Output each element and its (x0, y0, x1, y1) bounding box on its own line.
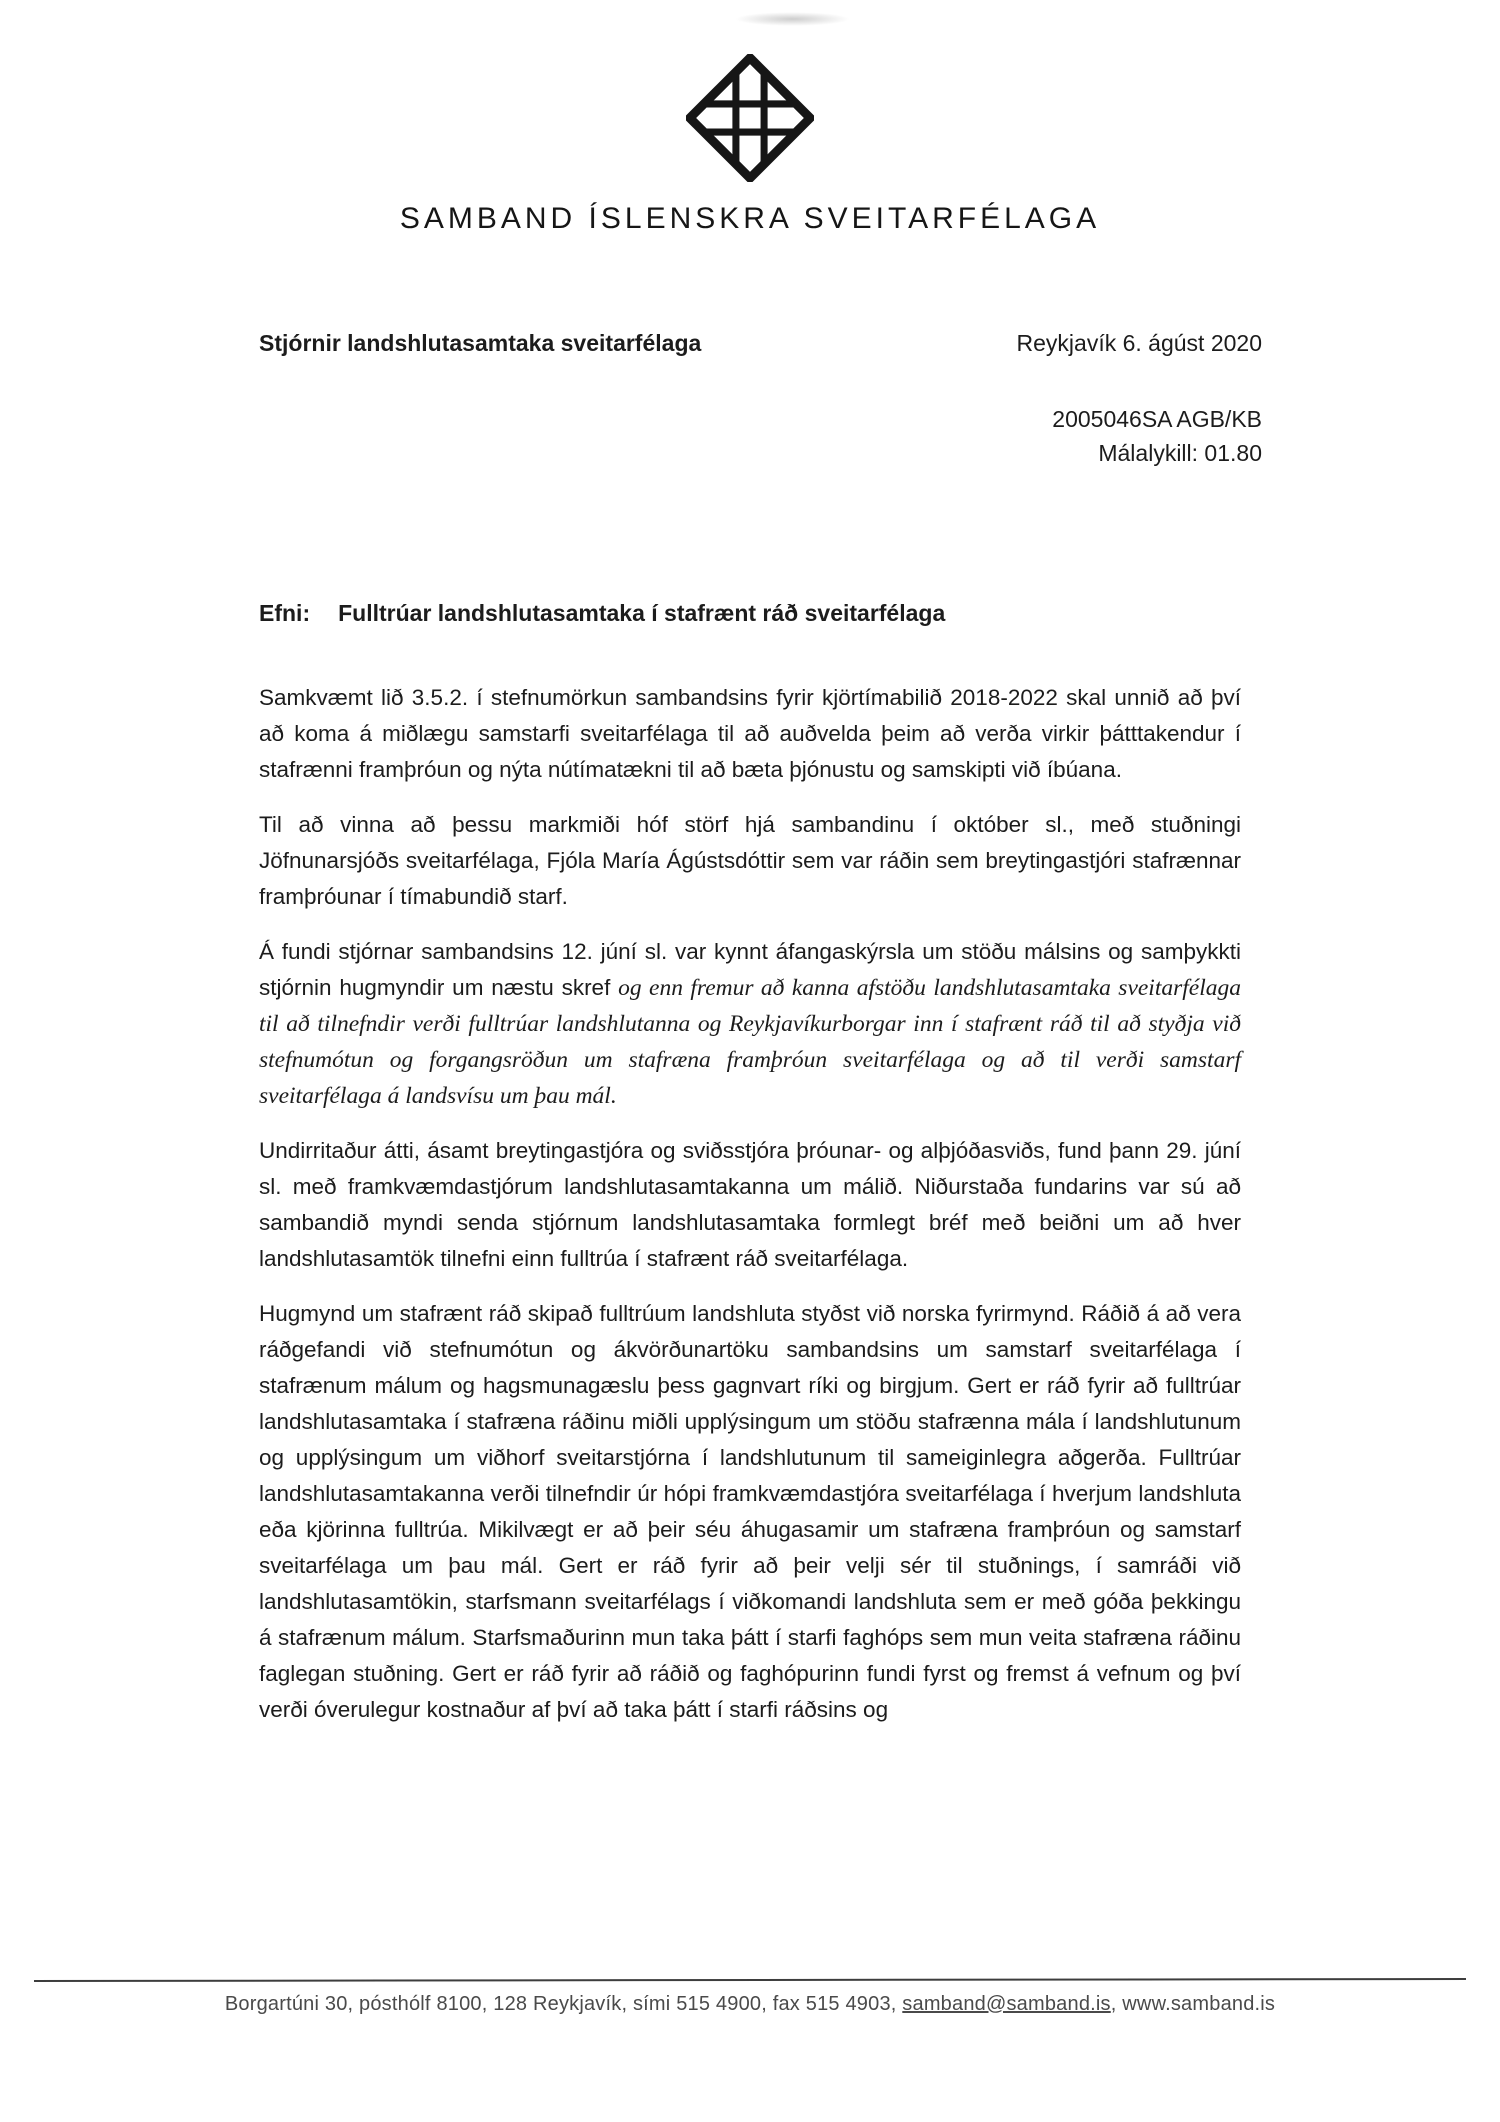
paragraph-3-normal: Á fundi stjórnar sambandsins 12. júní sl. var kynnt áfangaskýrsla um stöðu málsins og samþykkti stjórnin hugmyndir um næstu skref (259, 939, 1241, 1000)
paragraph-5: Hugmynd um stafrænt ráð skipað fulltrúum landshluta styðst við norska fyrirmynd. Ráðið á að vera ráðgefandi við stefnumótun og ákvörðunartöku sambandsins um samstarf sveitarfélaga í stafrænum málum og hagsmunagæslu þess gagnvart ríki og birgjum. Gert er ráð fyrir að fulltrúar landshlutasamtaka í stafræna ráðinu miðli upplýsingum um stöðu stafrænna mála í landshlutunum og upplýsingum um viðhorf sveitarstjórna í landshlutunum til sameiginlegra aðgerða. Fulltrúar landshlutasamtakanna verði tilnefndir úr hópi framkvæmdastjóra sveitarfélaga í hverjum landshluta eða kjörinna fulltrúa. Mikilvægt er að þeir séu áhugasamir um stafræna framþróun og samstarf sveitarfélaga um þau mál. Gert er ráð fyrir að þeir velji sér til stuðnings, í samráði við landshlutasamtökin, starfsmann sveitarfélags í viðkomandi landshluta sem er með góða þekkingu á stafrænum málum. Starfsmaðurinn mun taka þátt í starfi faghóps sem mun veita stafræna ráðinu faglegan stuðning. Gert er ráð fyrir að ráðið og faghópurinn fundi fyrst og fremst á vefnum og því verði óverulegur kostnaður af því að taka þátt í starfi ráðsins og (259, 1301, 1241, 1722)
paragraph-2: Til að vinna að þessu markmiði hóf störf hjá sambandinu í október sl., með stuðningi Jöfnunarsjóðs sveitarfélaga, Fjóla María Ágústsdóttir sem var ráðin sem breytingastjóri stafrænnar framþróunar í tímabundið starf. (259, 812, 1241, 909)
reference-number: 2005046SA AGB/KB (1052, 406, 1262, 432)
footer-website: , www.samband.is (1110, 1993, 1276, 2015)
scan-artifact (735, 12, 850, 26)
paragraph-4: Undirritaður átti, ásamt breytingastjóra og sviðsstjóra þróunar- og alþjóðasviðs, fund þann 29. júní sl. með framkvæmdastjórum landshlutasamtakanna um málið. Niðurstaða fundarins var sú að sambandið myndi senda stjórnum landshlutasamtaka formlegt bréf með beiðni um að hver landshlutasamtök tilnefni einn fulltrúa í stafrænt ráð sveitarfélaga. (259, 1138, 1241, 1271)
footer-address: Borgartúni 30, pósthólf 8100, 128 Reykjavík, sími 515 4900, fax 515 4903, (224, 1993, 903, 2015)
reference-block (1052, 402, 1262, 470)
footer-divider (34, 1978, 1466, 1982)
place-date: Reykjavík 6. ágúst 2020 (1016, 330, 1262, 356)
paragraph-3 (259, 934, 1241, 1114)
case-key: Málalykill: 01.80 (1098, 440, 1262, 466)
org-name: SAMBAND ÍSLENSKRA SVEITARFÉLAGA (399, 202, 1101, 235)
footer (0, 1993, 1500, 2016)
subject-row (259, 600, 1250, 627)
recipient-line: Stjórnir landshlutasamtaka sveitarfélaga (259, 330, 702, 356)
email-link[interactable]: samband@samband.is (902, 1993, 1111, 2015)
paragraph-3-italic: og enn fremur að kanna afstöðu landshlutasamtaka sveitarfélaga til að tilnefndir verði fulltrúar landshlutanna og Reykjavíkurborgar inn í stafrænt ráð til að styðja við stefnumótun og forgangsröðun um stafræna framþróun sveitarfélaga og að til verði samstarf sveitarfélaga á landsvísu um þau mál. (259, 975, 1241, 1109)
paragraph-1: Samkvæmt lið 3.5.2. í stefnumörkun sambandsins fyrir kjörtímabilið 2018-2022 skal unnið að því að koma á miðlægu samstarfi sveitarfélaga til að auðvelda þeim að verða virkir þátttakendur í stafrænni framþróun og nýta nútímatækni til að bæta þjónustu og samskipti við íbúana. (259, 685, 1241, 782)
samband-knot-logo-icon (686, 54, 814, 182)
subject-title: Fulltrúar landshlutasamtaka í stafrænt ráð sveitarfélaga (338, 600, 946, 626)
letter-body (259, 680, 1241, 1728)
subject-label: Efni: (259, 600, 311, 626)
meta-row (259, 330, 1262, 357)
letterhead (0, 54, 1500, 236)
